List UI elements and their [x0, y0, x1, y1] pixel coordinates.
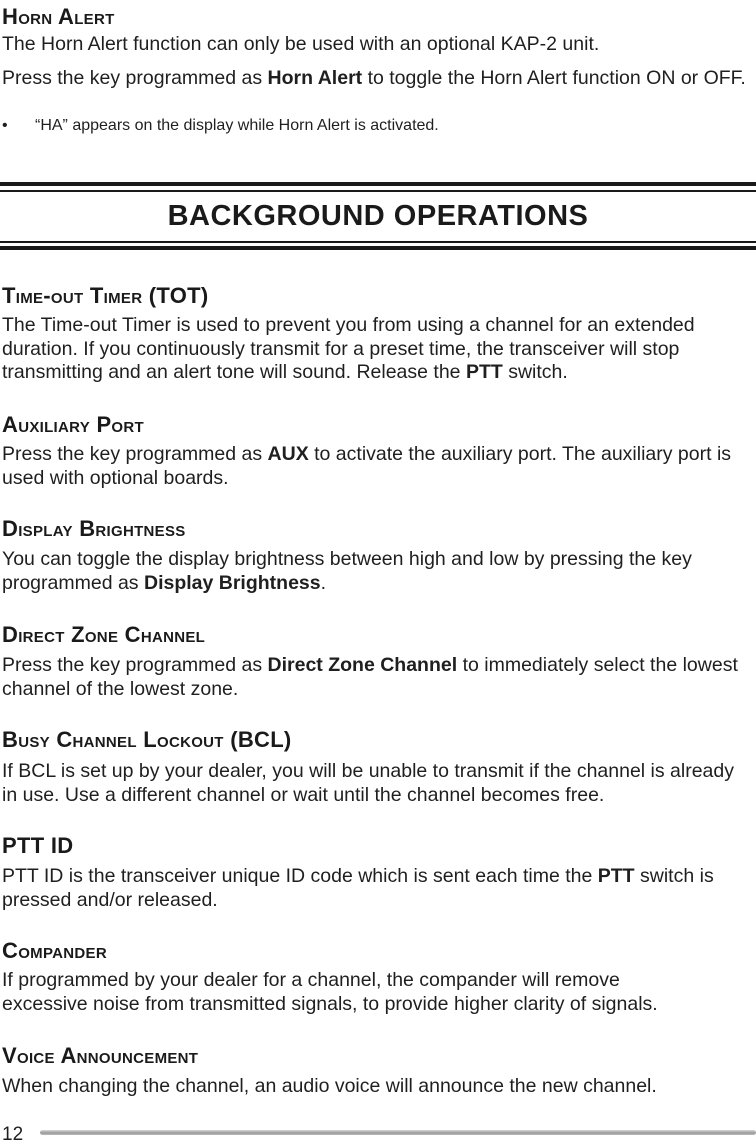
- heading-abbrev: (TOT): [142, 283, 209, 308]
- horn-alert-body-2: [2, 67, 748, 91]
- voice-body: [2, 1075, 748, 1099]
- page-number: 12: [2, 1124, 24, 1145]
- tot-body: [2, 314, 748, 385]
- text-run: to activate the auxiliary port. The auxiliary port is used with optional boards.: [2, 443, 732, 489]
- text-run: You can toggle the display brightness between high and low by pressing the key programmed as: [2, 548, 692, 594]
- band-bottom-rule-thin: [0, 241, 756, 243]
- text-run: Press the key programmed as: [2, 67, 268, 89]
- text-run: to toggle the Horn Alert function ON or OFF.: [362, 67, 746, 89]
- text-run: to immediately select the lowest channel of the lowest zone.: [2, 654, 738, 700]
- heading-text: Time-out Timer: [2, 283, 143, 308]
- text-run: switch is pressed and/or released.: [2, 865, 714, 911]
- horn-alert-body: [2, 33, 748, 57]
- heading-text: Busy Channel Lockout: [2, 727, 224, 752]
- bullet-icon: •: [2, 117, 8, 134]
- aux-section: [2, 412, 748, 438]
- aux-paragraph: [2, 443, 748, 490]
- band-top-rule-thin: [0, 190, 756, 192]
- compander-heading: Compander: [2, 938, 107, 963]
- section-title: BACKGROUND OPERATIONS: [167, 200, 589, 232]
- compander-section: [2, 938, 748, 964]
- aux-body: [2, 443, 748, 490]
- brightness-heading: Display Brightness: [2, 516, 186, 541]
- band-bottom-rule-thick: [0, 246, 756, 250]
- brightness-section: [2, 516, 748, 542]
- brightness-body: [2, 548, 748, 595]
- key-name: Horn Alert: [267, 67, 363, 89]
- compander-body: [2, 969, 748, 1016]
- dzc-paragraph: [2, 654, 748, 701]
- voice-heading: Voice Announcement: [2, 1043, 199, 1068]
- voice-paragraph: When changing the channel, an audio voice will announce the new channel.: [2, 1075, 657, 1097]
- horn-alert-note: [2, 116, 439, 136]
- key-name: PTT: [465, 361, 503, 383]
- pttid-paragraph: [2, 865, 748, 912]
- text-run: Press the key programmed as: [2, 654, 268, 676]
- horn-alert-section: [2, 4, 748, 30]
- text-run: The Time-out Timer is used to prevent you from using a channel for an extended duration. If you continuously transmit for a preset time, the transceiver will stop transmitting and an alert tone will sound. Release the: [2, 314, 695, 383]
- text-run: PTT ID is the transceiver unique ID code which is sent each time the: [2, 865, 598, 887]
- bcl-body: [2, 760, 748, 807]
- tot-section: [2, 283, 748, 309]
- horn-alert-paragraph-2: [2, 67, 748, 91]
- key-name: AUX: [267, 443, 309, 465]
- tot-paragraph: [2, 314, 748, 385]
- brightness-paragraph: [2, 548, 748, 595]
- text-run: .: [320, 571, 327, 594]
- pttid-heading: PTT ID: [2, 833, 74, 858]
- dzc-section: [2, 622, 748, 648]
- tot-heading: [2, 283, 748, 309]
- compander-paragraph: If programmed by your dealer for a channel, the compander will remove excessive noise from transmitted signals, to provide higher clarity of signals.: [2, 969, 658, 1015]
- footer-rule: [40, 1130, 756, 1135]
- note-text: “HA” appears on the display while Horn Alert is activated.: [35, 117, 439, 134]
- horn-alert-heading: Horn Alert: [2, 4, 115, 29]
- key-name: Direct Zone Channel: [267, 654, 458, 676]
- pttid-body: [2, 865, 748, 912]
- pttid-section: [2, 833, 748, 859]
- text-run: switch.: [502, 361, 568, 383]
- key-name: PTT: [597, 865, 635, 887]
- dzc-body: [2, 654, 748, 701]
- key-name: Display Brightness: [143, 571, 321, 594]
- text-run: Press the key programmed as: [2, 443, 268, 465]
- bcl-paragraph: If BCL is set up by your dealer, you will be unable to transmit if the channel is already in use. Use a different channel or wait until the channel becomes free.: [2, 760, 735, 806]
- band-top-rule-thick: [0, 182, 756, 186]
- horn-alert-paragraph-1: The Horn Alert function can only be used with an optional KAP-2 unit.: [2, 33, 600, 55]
- bcl-heading: [2, 727, 748, 753]
- dzc-heading: Direct Zone Channel: [2, 622, 206, 647]
- voice-section: [2, 1043, 748, 1069]
- heading-abbrev: (BCL): [223, 727, 292, 752]
- aux-heading: Auxiliary Port: [2, 412, 144, 437]
- bcl-section: [2, 727, 748, 753]
